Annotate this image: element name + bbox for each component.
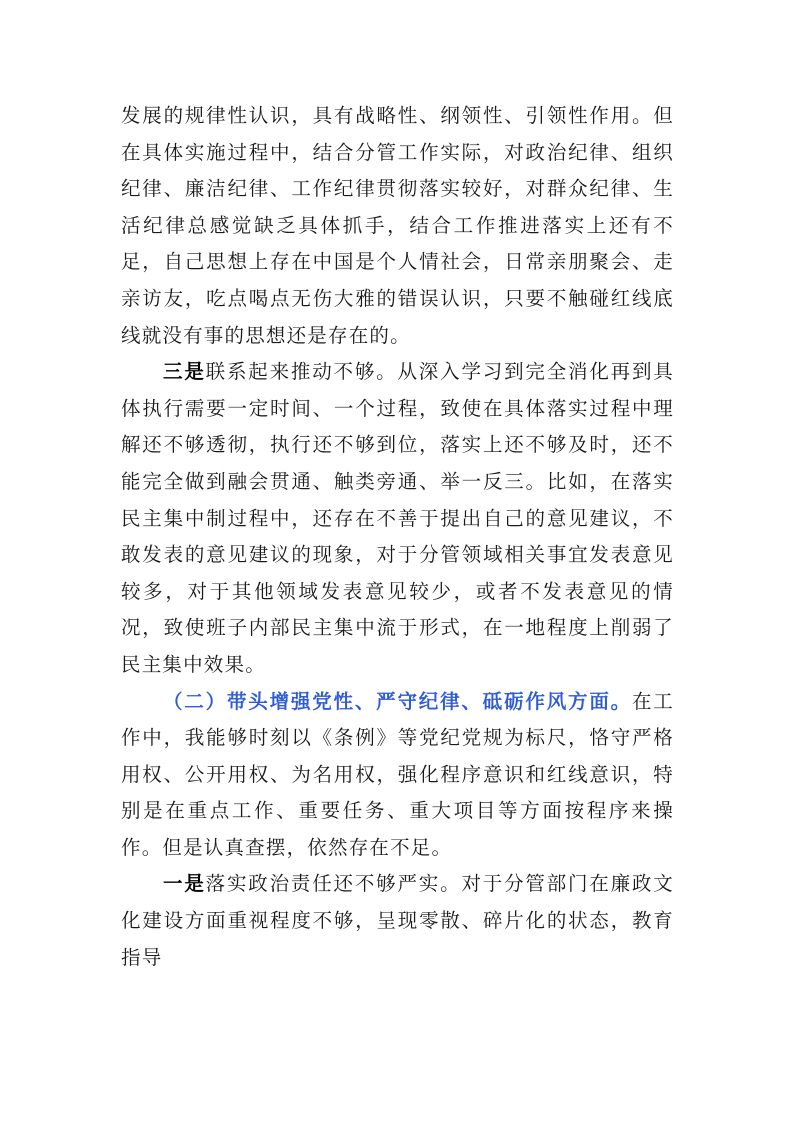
paragraph-text: 发展的规律性认识，具有战略性、纲领性、引领性作用。但在具体实施过程中，结合分管工作实际，对政治纪律、组织纪律、廉洁纪律、工作纪律贯彻落实较好，对群众纪律、生活纪律总感觉缺乏具体抓手，结合工作推进落实上还有不足，自己思想上存在中国是个人情社会，日常亲朋聚会、走亲访友，吃点喝点无伤大雅的错误认识，只要不触碰红线底线就没有事的思想还是存在的。 (121, 104, 674, 347)
paragraph-lead: 一是 (163, 872, 206, 896)
paragraph-text: 落实政治责任还不够严实。对于分管部门在廉政文化建设方面重视程度不够，呈现零散、碎片化的状态，教育指导 (121, 872, 674, 969)
paragraph-text: 在工作中，我能够时刻以《条例》等党纪党规为标尺，恪守严格用权、公开用权、为名用权，强化程序意识和红线意识，特别是在重点工作、重要任务、重大项目等方面按程序来操作。但是认真查摆，依然存在不足。 (121, 689, 675, 859)
section-heading: （二）带头增强党性、严守纪律、砥砺作风方面。 (163, 689, 632, 713)
document-body (121, 98, 674, 976)
paragraph-lead: 三是 (163, 360, 206, 384)
paragraph-section-two (121, 684, 674, 867)
paragraph-continuation (121, 98, 674, 354)
paragraph-point-one (121, 866, 674, 976)
paragraph-text: 联系起来推动不够。从深入学习到完全消化再到具体执行需要一定时间、一个过程，致使在具体落实过程中理解还不够透彻，执行还不够到位，落实上还不够及时，还不能完全做到融会贯通、触类旁通、举一反三。比如，在落实民主集中制过程中，还存在不善于提出自己的意见建议，不敢发表的意见建议的现象，对于分管领域相关事宜发表意见较多，对于其他领域发表意见较少，或者不发表意见的情况，致使班子内部民主集中流于形式，在一地程度上削弱了民主集中效果。 (121, 360, 674, 676)
paragraph-point-three (121, 354, 674, 683)
